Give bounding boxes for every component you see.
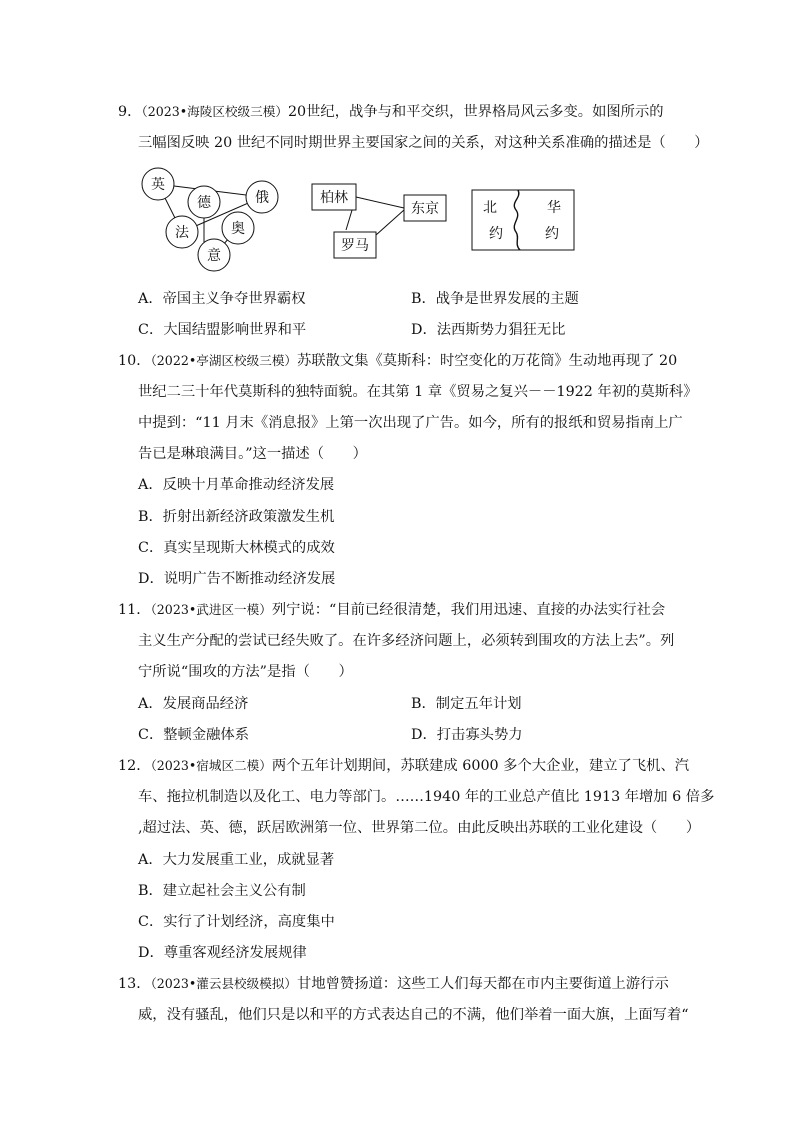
label-hua: 华 (547, 200, 561, 216)
question-10-option-a[interactable]: A．反映十月革命推动经济发展 (138, 477, 335, 493)
question-11-option-c[interactable]: C．整顿金融体系 (138, 727, 250, 743)
question-9-option-d[interactable]: D．法西斯势力猖狂无比 (411, 322, 566, 338)
question-9-line-2: 三幅图反映 20 世纪不同时期世界主要国家之间的关系，对这种关系准确的描述是（ ） (138, 135, 709, 151)
question-10-option-c[interactable]: C．真实呈现斯大林模式的成效 (138, 540, 335, 556)
node-rome: 罗马 (341, 238, 369, 254)
question-number: 12． (118, 758, 151, 774)
question-9-figure (130, 164, 690, 276)
node-germany: 德 (197, 195, 211, 211)
question-12-line-2: 车、拖拉机制造以及化工、电力等部门。……1940 年的工业总产值比 1913 年增加 6 倍多 (138, 789, 715, 805)
question-10-line-1 (118, 351, 677, 371)
node-russia: 俄 (255, 190, 269, 206)
question-10-line-2: 世纪二三十年代莫斯科的独特面貌。在其第 1 章《贸易之复兴－－1922 年初的莫斯科》 (138, 384, 698, 400)
question-12-line-3: ,超过法、英、德，跃居欧洲第一位、世界第二位。由此反映出苏联的工业化建设（ ） (138, 820, 701, 836)
question-13-line-1 (118, 974, 669, 994)
question-text: 甘地曾赞扬道：这些工人们每天都在市内主要街道上游行示 (297, 976, 669, 992)
question-text: 列宁说：“目前已经很清楚，我们用迅速、直接的办法实行社会 (271, 602, 666, 618)
question-source: （2023•宿城区二模） (150, 758, 272, 773)
question-9-option-b[interactable]: B．战争是世界发展的主题 (411, 291, 579, 307)
question-11-line-2: 主义生产分配的尝试已经失败了。在许多经济问题上，必须转到围攻的方法上去”。列 (138, 633, 675, 649)
question-11-option-a[interactable]: A．发展商品经济 (138, 696, 249, 712)
question-12-line-1 (118, 756, 689, 776)
question-source: （2023•海陵区校级三模） (141, 104, 288, 119)
question-12-option-a[interactable]: A．大力发展重工业，成就显著 (138, 852, 335, 868)
question-10-option-b[interactable]: B．折射出新经济政策激发生机 (138, 509, 335, 525)
question-text: 苏联散文集《莫斯科：时空变化的万花筒》生动地再现了 20 (297, 353, 678, 369)
question-12-option-c[interactable]: C．实行了计划经济，高度集中 (138, 914, 335, 930)
question-10-line-4: 告已是琳琅满目。”这一描述（ ） (138, 446, 367, 462)
question-10-line-3: 中提到：“11 月末《消息报》上第一次出现了广告。如今，所有的报纸和贸易指南上广 (138, 415, 683, 431)
question-9-option-a[interactable]: A．帝国主义争夺世界霸权 (138, 291, 306, 307)
node-italy: 意 (207, 248, 221, 264)
question-11-option-d[interactable]: D．打击寡头势力 (411, 727, 523, 743)
question-10-option-d[interactable]: D．说明广告不断推动经济发展 (138, 571, 336, 587)
question-number: 11． (118, 602, 151, 618)
question-source: （2023•武进区一模） (150, 602, 272, 617)
label-bei: 北 (483, 200, 497, 216)
question-9-line-1 (118, 102, 664, 122)
node-france: 法 (175, 225, 189, 241)
question-source: （2023•灌云县校级模拟） (150, 976, 298, 991)
question-number: 13． (118, 976, 151, 992)
node-england: 英 (151, 177, 165, 193)
label-yue-left: 约 (489, 226, 503, 242)
label-yue-right: 约 (545, 226, 559, 242)
question-text: 两个五年计划期间，苏联建成 6000 多个大企业，建立了飞机、汽 (271, 758, 690, 774)
question-11-option-b[interactable]: B．制定五年计划 (411, 696, 522, 712)
question-source: （2022•亭湖区校级三模） (150, 353, 298, 368)
node-berlin: 柏林 (320, 190, 348, 206)
question-number: 10． (118, 353, 151, 369)
node-tokyo: 东京 (411, 201, 439, 217)
question-text: 20世纪，战争与和平交织，世界格局风云多变。如图所示的 (287, 104, 664, 120)
question-9-option-c[interactable]: C．大国结盟影响世界和平 (138, 322, 307, 338)
question-11-line-1 (118, 600, 665, 620)
question-11-line-3: 宁所说“围攻的方法”是指（ ） (138, 664, 353, 680)
question-12-option-b[interactable]: B．建立起社会主义公有制 (138, 883, 306, 899)
question-13-line-2: 威，没有骚乱，他们只是以和平的方式表达自己的不满，他们举着一面大旗，上面写着“ (138, 1007, 689, 1023)
question-number: 9． (118, 104, 142, 120)
node-austria: 奥 (231, 221, 245, 237)
question-12-option-d[interactable]: D．尊重客观经济发展规律 (138, 945, 307, 961)
